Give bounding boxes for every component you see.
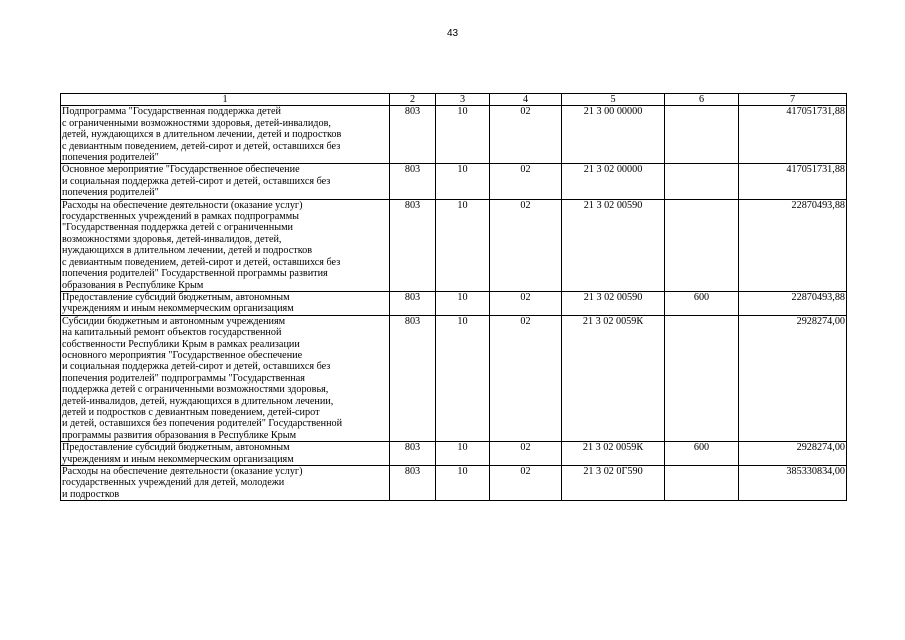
subsection-code: 02 — [490, 106, 562, 164]
expense-type-code — [665, 466, 739, 501]
page-number: 43 — [446, 28, 459, 39]
target-article-code: 21 3 02 00590 — [562, 199, 665, 291]
column-header: 7 — [739, 94, 847, 106]
expense-type-code: 600 — [665, 291, 739, 315]
expense-type-code — [665, 106, 739, 164]
column-header: 3 — [436, 94, 490, 106]
column-header: 1 — [61, 94, 390, 106]
budget-table — [60, 93, 847, 501]
column-header: 2 — [390, 94, 436, 106]
column-header: 4 — [490, 94, 562, 106]
subsection-code: 02 — [490, 199, 562, 291]
amount: 2928274,00 — [739, 315, 847, 441]
target-article-code: 21 3 02 00590 — [562, 291, 665, 315]
row-name: Предоставление субсидий бюджетным, автономным учреждениям и иным некоммерческим организациям — [61, 291, 390, 315]
table-row — [61, 106, 847, 164]
subsection-code: 02 — [490, 291, 562, 315]
target-article-code: 21 3 02 00000 — [562, 164, 665, 199]
subsection-code: 02 — [490, 466, 562, 501]
table-row — [61, 291, 847, 315]
amount: 417051731,88 — [739, 106, 847, 164]
table-row — [61, 466, 847, 501]
section-code: 10 — [436, 164, 490, 199]
section-code: 10 — [436, 442, 490, 466]
table-row — [61, 199, 847, 291]
grbs-code: 803 — [390, 315, 436, 441]
grbs-code: 803 — [390, 442, 436, 466]
target-article-code: 21 3 02 0059К — [562, 315, 665, 441]
section-code: 10 — [436, 106, 490, 164]
subsection-code: 02 — [490, 442, 562, 466]
amount: 22870493,88 — [739, 199, 847, 291]
row-name: Предоставление субсидий бюджетным, автономным учреждениям и иным некоммерческим организациям — [61, 442, 390, 466]
row-name: Подпрограмма "Государственная поддержка детей с ограниченными возможностями здоровья, детей-инвалидов, детей, нуждающихся в длительном лечении, детей и подростков с девиантным поведением, детей-сирот и детей, оставшихся без попечения родителей" — [61, 106, 390, 164]
row-name: Расходы на обеспечение деятельности (оказание услуг) государственных учреждений для детей, молодежи и подростков — [61, 466, 390, 501]
section-code: 10 — [436, 315, 490, 441]
table-row — [61, 315, 847, 441]
section-code: 10 — [436, 199, 490, 291]
grbs-code: 803 — [390, 106, 436, 164]
grbs-code: 803 — [390, 466, 436, 501]
amount: 2928274,00 — [739, 442, 847, 466]
table-row — [61, 442, 847, 466]
section-code: 10 — [436, 466, 490, 501]
grbs-code: 803 — [390, 164, 436, 199]
amount: 417051731,88 — [739, 164, 847, 199]
expense-type-code — [665, 315, 739, 441]
expense-type-code: 600 — [665, 442, 739, 466]
grbs-code: 803 — [390, 199, 436, 291]
subsection-code: 02 — [490, 315, 562, 441]
column-header: 5 — [562, 94, 665, 106]
header-row — [61, 94, 847, 106]
amount: 385330834,00 — [739, 466, 847, 501]
expense-type-code — [665, 199, 739, 291]
column-header: 6 — [665, 94, 739, 106]
row-name: Расходы на обеспечение деятельности (оказание услуг) государственных учреждений в рамках подпрограммы "Государственная поддержка детей с ограниченными возможностями здоровья, детей-инвалидов, детей, нуждающихся в длительном лечении, детей и подростков с девиантным поведением, детей-сирот и детей, оставшихся без попечения родителей" Государственной программы развития образования в Республике Крым — [61, 199, 390, 291]
row-name: Субсидии бюджетным и автономным учреждениям на капитальный ремонт объектов государственной собственности Республики Крым в рамках реализации основного мероприятия "Государственное обеспечение и социальная поддержка детей-сирот и детей, оставшихся без попечения родителей" подпрограммы "Государственная поддержка детей с ограниченными возможностями здоровья, детей-инвалидов, детей, нуждающихся в длительном лечении, детей и подростков с девиантным поведением, детей-сирот и детей, оставшихся без попечения родителей" Государственной программы развития образования в Республике Крым — [61, 315, 390, 441]
table-row — [61, 164, 847, 199]
target-article-code: 21 3 02 0059К — [562, 442, 665, 466]
row-name: Основное мероприятие "Государственное обеспечение и социальная поддержка детей-сирот и детей, оставшихся без попечения родителей" — [61, 164, 390, 199]
subsection-code: 02 — [490, 164, 562, 199]
target-article-code: 21 3 02 0Г590 — [562, 466, 665, 501]
section-code: 10 — [436, 291, 490, 315]
target-article-code: 21 3 00 00000 — [562, 106, 665, 164]
grbs-code: 803 — [390, 291, 436, 315]
amount: 22870493,88 — [739, 291, 847, 315]
expense-type-code — [665, 164, 739, 199]
